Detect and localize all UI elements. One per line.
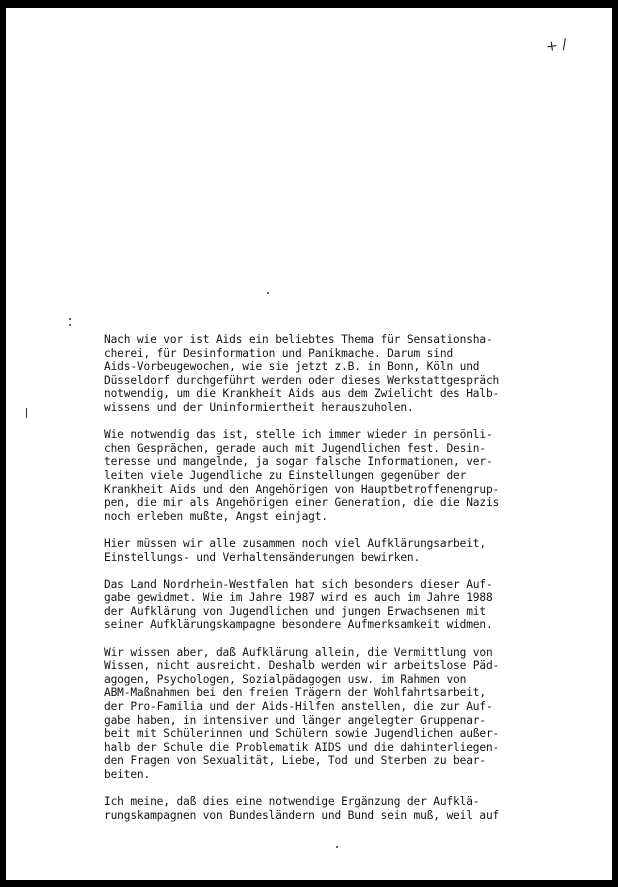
handwritten-corner-mark: + / (544, 36, 568, 56)
paragraph: Ich meine, daß dies eine notwendige Ergänzung der Aufklä- rungskampagnen von Bundesländern und Bund sein muß, weil auf (104, 795, 500, 822)
letter-body (104, 333, 544, 836)
document-page (6, 8, 612, 880)
scan-speck (69, 318, 71, 320)
scan-speck (69, 324, 71, 326)
paragraph: Hier müssen wir alle zusammen noch viel Aufklärungsarbeit, Einstellungs- und Verhaltensänderungen bewirken. (104, 536, 486, 564)
scan-speck (267, 292, 269, 294)
paragraph: Wir wissen aber, daß Aufklärung allein, die Vermittlung von Wissen, nicht ausreicht. Deshalb werden wir arbeitslose Päd- agogen, Psychologen, Sozialpädagogen usw. im Rahmen von ABM-Maßnahmen bei den freien Trägern der Wohlfahrtsarbeit, der Pro-Familia und der Aids-Hilfen anstellen, die zur Auf- gabe haben, in intensiver und länger angelegter Gruppenar- beit mit Schülerinnen und Schülern sowie Jugendlichen außer- halb der Schule die Problematik AIDS und die dahinterliegen- den Fragen von Sexualität, Liebe, Tod und Sterben zu bear- beiten. (104, 645, 500, 781)
paragraph: Wie notwendig das ist, stelle ich immer wieder in persönli- chen Gesprächen, gerade auch mit Jugendlichen fest. Desin- teresse und mangelnde, ja sogar falsche Informationen, ver- leiten viele Jugendliche zu Einstellungen gegenüber der Krankheit Aids und den Angehörigen von Hauptbetroffenengrup- pen, die mir als Angehörigen einer Generation, die die Nazis noch erleben mußte, Angst einjagt. (104, 428, 500, 523)
paragraph: Das Land Nordrhein-Westfalen hat sich besonders dieser Auf- gabe gewidmet. Wie im Jahre 1987 wird es auch im Jahre 1988 der Aufklärung von Jugendlichen und jungen Erwachsenen mit seiner Aufklärungskampagne besondere Aufmerksamkeit widmen. (104, 577, 493, 632)
scan-speck (336, 846, 338, 848)
paragraph: Nach wie vor ist Aids ein beliebtes Thema für Sensationsha- cherei, für Desinformation und Panikmache. Darum sind Aids-Vorbeugewochen, wie sie jetzt z.B. in Bonn, Köln und Düsseldorf durchgeführt werden oder dieses Werkstattgespräch notwendig, um die Krankheit Aids aus dem Zwielicht des Halb- wissens und der Uninformiertheit herauszuholen. (104, 333, 500, 414)
scan-speck (26, 408, 27, 418)
